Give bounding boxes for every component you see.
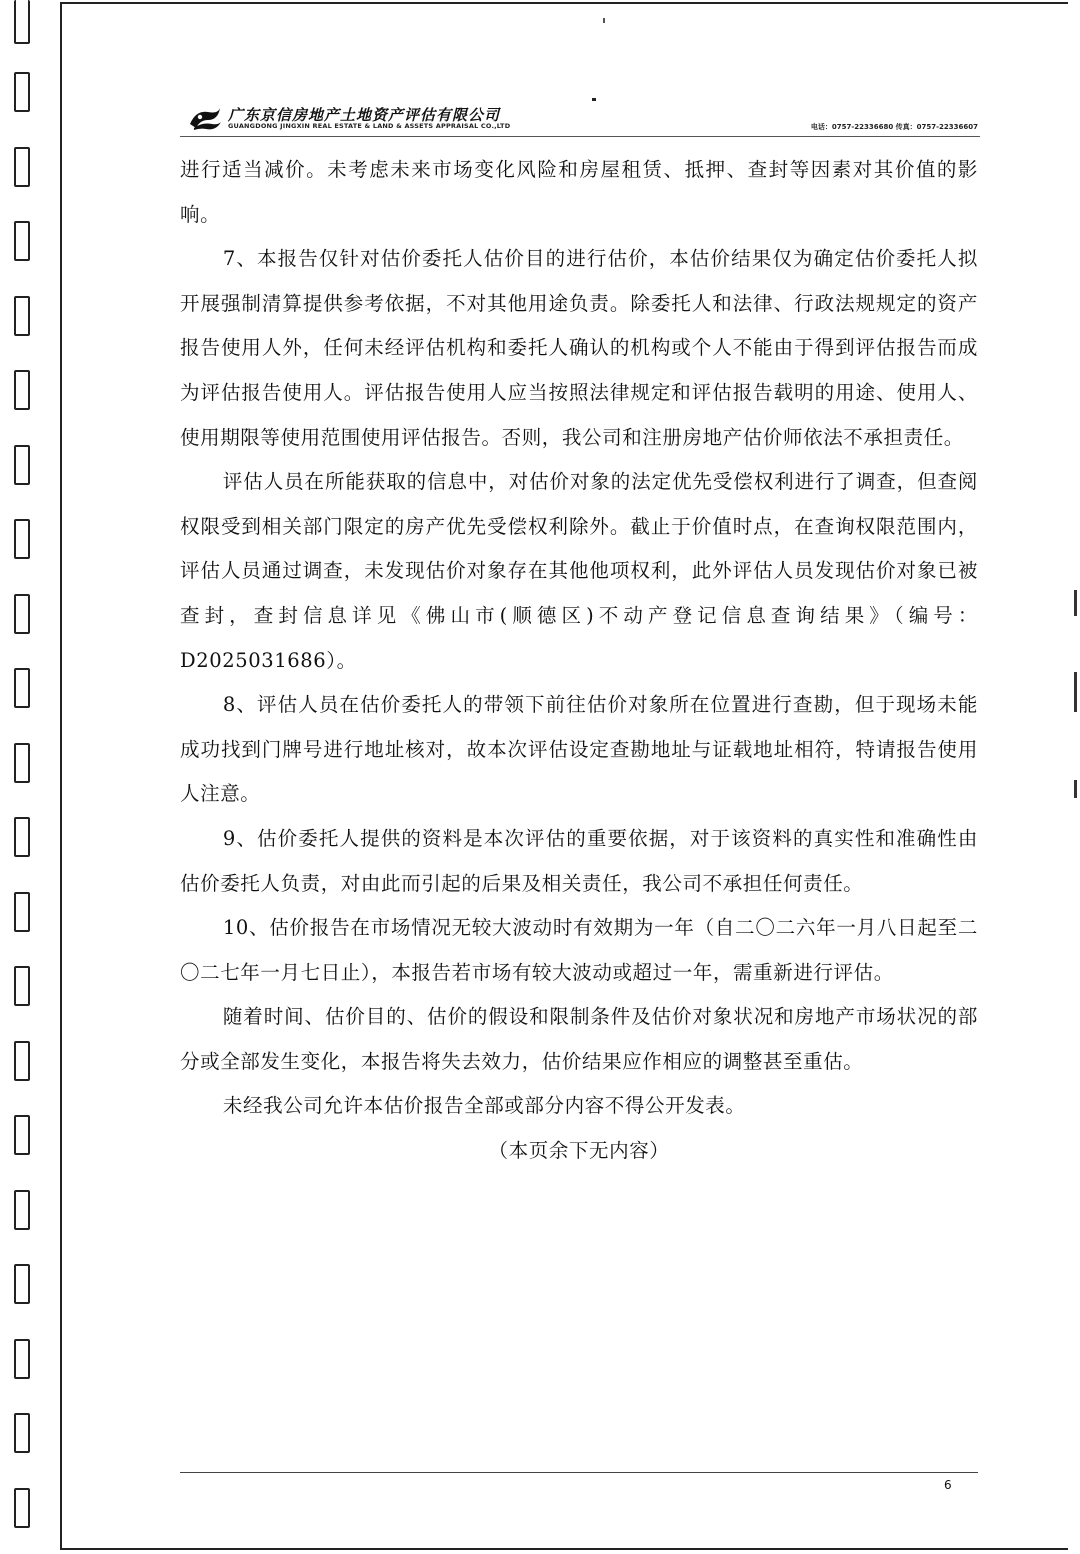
binding-hole bbox=[14, 966, 30, 1006]
report-body bbox=[180, 148, 978, 1174]
binding-hole bbox=[14, 370, 30, 410]
scan-edge-mark bbox=[1074, 672, 1077, 712]
binding-hole bbox=[14, 1041, 30, 1081]
binding-hole bbox=[14, 743, 30, 783]
paragraph: 7、本报告仅针对估价委托人估价目的进行估价，本估价结果仅为确定估价委托人拟开展强制清算提供参考依据，不对其他用途负责。除委托人和法律、行政法规规定的资产报告使用人外，任何未经评估机构和委托人确认的机构或个人不能由于得到评估报告而成为评估报告使用人。评估报告使用人应当按照法律规定和评估报告载明的用途、使用人、使用期限等使用范围使用评估报告。否则，我公司和注册房地产估价师依法不承担责任。 bbox=[180, 247, 978, 449]
scan-edge-mark bbox=[1074, 780, 1077, 798]
paragraph: 10、估价报告在市场情况无较大波动时有效期为一年（自二〇二六年一月八日起至二〇二七年一月七日止），本报告若市场有较大波动或超过一年，需重新进行评估。 bbox=[180, 916, 978, 984]
binding-hole bbox=[14, 594, 30, 634]
paragraph: 未经我公司允许本估价报告全部或部分内容不得公开发表。 bbox=[222, 1094, 746, 1118]
binding-hole bbox=[14, 72, 30, 112]
company-name-en: GUANGDONG JINGXIN REAL ESTATE & LAND & ASSETS APPRAISAL CO.,LTD bbox=[228, 122, 511, 130]
binding-hole bbox=[14, 1190, 30, 1230]
binding-hole bbox=[14, 1413, 30, 1453]
binding-hole bbox=[14, 817, 30, 857]
paragraph: 评估人员在所能获取的信息中，对估价对象的法定优先受偿权利进行了调查，但查阅权限受到相关部门限定的房产优先受偿权利除外。截止于价值时点，在查询权限范围内，评估人员通过调查，未发现估价对象存在其他他项权利，此外评估人员发现估价对象已被查封，查封信息详见《佛山市(顺德区)不动产登记信息查询结果》（编号：D2025031686）。 bbox=[180, 470, 978, 672]
binding-hole bbox=[14, 147, 30, 187]
binding-hole bbox=[14, 1115, 30, 1155]
paragraph: 进行适当减价。未考虑未来市场变化风险和房屋租赁、抵押、查封等因素对其价值的影响。 bbox=[180, 158, 978, 226]
binding-holes bbox=[10, 0, 40, 1554]
scan-speck bbox=[603, 18, 605, 23]
company-logo-icon bbox=[188, 106, 222, 132]
scan-edge-mark bbox=[1074, 590, 1077, 616]
binding-hole bbox=[14, 519, 30, 559]
binding-hole bbox=[14, 0, 30, 44]
paragraph: 9、估价委托人提供的资料是本次评估的重要依据，对于该资料的真实性和准确性由估价委托人负责，对由此而引起的后果及相关责任，我公司不承担任何责任。 bbox=[180, 826, 978, 895]
binding-hole bbox=[14, 296, 30, 336]
header-divider bbox=[180, 136, 980, 137]
binding-hole bbox=[14, 1488, 30, 1528]
letterhead bbox=[180, 100, 980, 140]
paragraph: 8、评估人员在估价委托人的带领下前往估价对象所在位置进行查勘，但于现场未能成功找到门牌号进行地址核对，故本次评估设定查勘地址与证载地址相符，特请报告使用人注意。 bbox=[180, 693, 978, 806]
page-number: 6 bbox=[944, 1478, 952, 1492]
end-of-page-note: （本页余下无内容） bbox=[488, 1139, 670, 1163]
binding-hole bbox=[14, 221, 30, 261]
contact-info: 电话：0757-22336680 传真：0757-22336607 bbox=[810, 123, 978, 131]
binding-hole bbox=[14, 1339, 30, 1379]
footer-divider bbox=[180, 1472, 978, 1473]
paragraph: 随着时间、估价目的、估价的假设和限制条件及估价对象状况和房地产市场状况的部分或全部发生变化，本报告将失去效力，估价结果应作相应的调整甚至重估。 bbox=[180, 1005, 978, 1073]
binding-hole bbox=[14, 1264, 30, 1304]
binding-hole bbox=[14, 892, 30, 932]
binding-hole bbox=[14, 668, 30, 708]
company-name-cn: 广东京信房地产土地资产评估有限公司 bbox=[228, 106, 501, 124]
binding-hole bbox=[14, 445, 30, 485]
